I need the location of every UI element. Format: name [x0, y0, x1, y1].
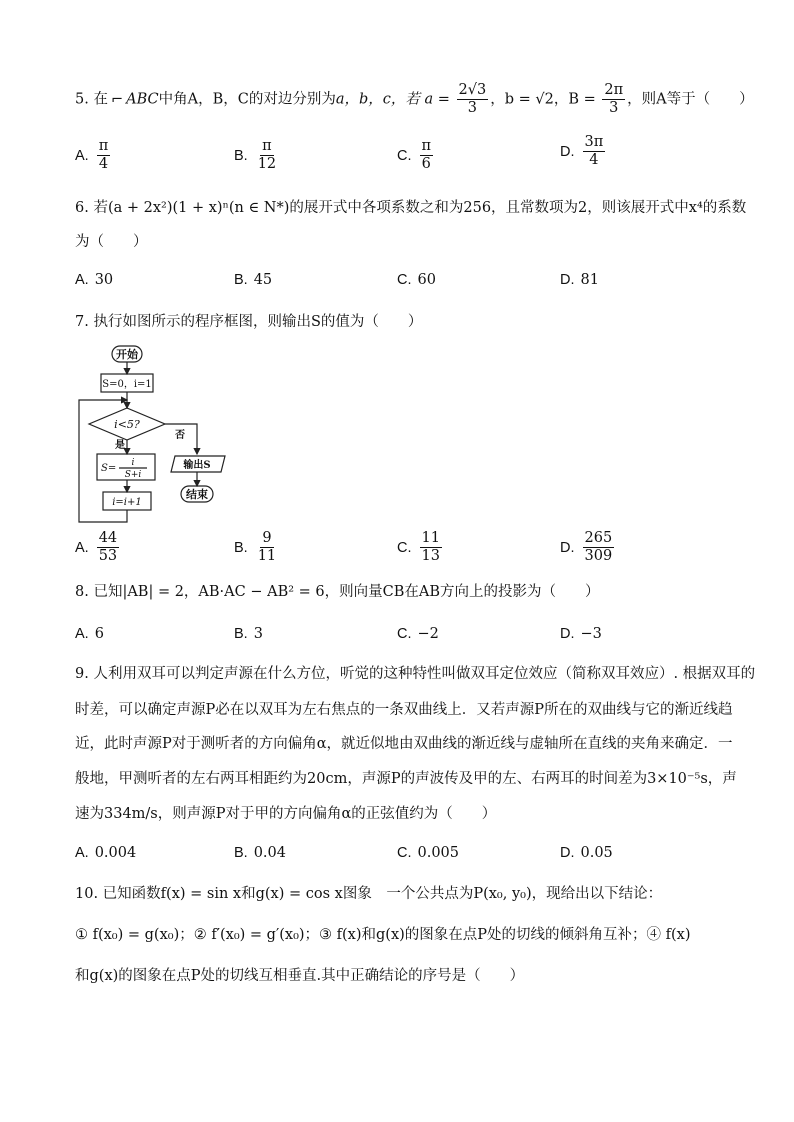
option-label: C. — [397, 845, 412, 861]
q5-tail: ，则A等于（ ） — [627, 91, 754, 108]
q9-stem-line2: 时差，可以确定声源P必在以双耳为左右焦点的一条双曲线上．又若声源P所在的双曲线与它的渐近线趋 — [75, 702, 733, 718]
q5-text-b: 中角A，B，C的对边分别为 — [158, 91, 336, 108]
flow-output-text: 输出S — [183, 460, 211, 471]
option-num: π — [262, 138, 272, 154]
q7-flowchart — [75, 342, 235, 527]
q5-a-eq: a = — [424, 91, 450, 108]
q7-option-a[interactable] — [75, 530, 121, 565]
q9-stem-line3: 近，此时声源P对于测听者的方向偏角α，就近似地由双曲线的渐近线与虚轴所在直线的夹角来确定．一 — [75, 736, 733, 752]
flow-assign-num: i — [131, 458, 135, 468]
q9-stem-line1: 9. 人利用双耳可以判定声源在什么方位，听觉的这种特性叫做双耳定位效应（简称双耳效应）. 根据双耳的 — [75, 666, 756, 682]
q5-a-num: 2√3 — [458, 82, 487, 98]
flow-condition-text: i<5? — [114, 418, 140, 431]
option-num: π — [98, 138, 109, 154]
q9-stem-line5: 速为334m/s，则声源P对于甲的方向偏角α的正弦值约为（ ） — [75, 806, 497, 822]
option-label: A. — [75, 147, 89, 164]
flow-init-text: S=0，i=1 — [102, 379, 152, 390]
option-label: A. — [75, 539, 89, 556]
q8-option-c[interactable] — [397, 624, 439, 644]
q5-option-a[interactable] — [75, 138, 112, 173]
option-num: 11 — [421, 530, 440, 546]
q5-triangle: ABC — [126, 91, 159, 108]
q8-option-a[interactable] — [75, 624, 104, 644]
q7-option-b[interactable] — [234, 530, 280, 565]
option-num: 9 — [262, 530, 272, 546]
option-den: 309 — [584, 548, 613, 564]
option-label: B. — [234, 147, 248, 164]
option-num: 265 — [584, 530, 613, 546]
option-value: 60 — [417, 272, 436, 288]
q5-B-den: 3 — [609, 100, 619, 116]
option-num: 44 — [98, 530, 118, 546]
option-label: B. — [234, 272, 248, 288]
option-value: 6 — [94, 626, 104, 642]
q9-option-b[interactable] — [234, 843, 286, 863]
q5-option-b[interactable] — [234, 138, 280, 173]
q5-number: 5. — [75, 91, 89, 108]
option-label: A. — [75, 626, 89, 642]
q8-option-b[interactable] — [234, 624, 263, 644]
q6-option-c[interactable] — [397, 270, 436, 290]
q10-stem-line3: 和g(x)的图象在点P处的切线互相垂直.其中正确结论的序号是（ ） — [75, 968, 525, 984]
option-label: B. — [234, 845, 248, 861]
q5-text-a: 在 — [93, 91, 108, 108]
option-num: 3π — [584, 134, 604, 150]
option-value: −2 — [417, 626, 439, 642]
q6-option-a[interactable] — [75, 270, 113, 290]
q5-b-eq: ，b = √2，B = — [490, 91, 596, 108]
flow-yes-label: 是 — [115, 440, 125, 451]
option-den: 4 — [589, 152, 599, 168]
q5-vars: a，b，c，若 — [335, 91, 420, 108]
option-den: 6 — [421, 156, 431, 172]
q5-a-den: 3 — [467, 100, 477, 116]
q5-a-fraction — [457, 82, 489, 117]
option-label: D. — [560, 626, 575, 642]
option-den: 53 — [98, 548, 118, 564]
option-den: 12 — [257, 156, 277, 172]
q10-stem-line2: ① f(x₀) = g(x₀)；② f′(x₀) = g′(x₀)；③ f(x)和g(x)的图象在点P处的切线的倾斜角互补；④ f(x) — [75, 927, 691, 943]
option-value: 0.04 — [253, 845, 286, 861]
option-label: D. — [560, 143, 575, 160]
q5-stem: 5. 在 ⌐ ABC中角A，B，C的对边分别为a，b，c，若 a = $\frac{2√3}{3}$ ，b = √2，B = $\frac{2\pi}{3}$ ，则A等于（ ） — [75, 82, 754, 116]
q5-B-fraction — [602, 82, 625, 117]
option-label: A. — [75, 272, 89, 288]
option-value: 0.004 — [94, 845, 137, 861]
q6-stem-line1: 6. 若(a + 2x²)(1 + x)ⁿ(n ∈ N*)的展开式中各项系数之和为256，且常数项为2，则该展开式中x⁴的系数 — [75, 200, 747, 216]
q7-option-c[interactable] — [397, 530, 444, 565]
option-label: C. — [397, 272, 412, 288]
q8-stem: 8. 已知|AB| = 2，AB·AC − AB² = 6，则向量CB在AB方向上的投影为（ ） — [75, 584, 600, 600]
option-value: −3 — [580, 626, 602, 642]
flow-start-text: 开始 — [116, 348, 138, 361]
option-value: 0.05 — [580, 845, 613, 861]
q6-option-d[interactable] — [560, 270, 599, 290]
flow-assign-den: S+i — [124, 470, 142, 480]
option-label: A. — [75, 845, 89, 861]
q6-stem-line2: 为（ ） — [75, 234, 148, 250]
option-value: 45 — [253, 272, 273, 288]
option-label: B. — [234, 539, 248, 556]
flow-end-text: 结束 — [186, 488, 208, 501]
option-label: C. — [397, 147, 412, 164]
q8-option-d[interactable] — [560, 624, 602, 644]
option-label: C. — [397, 626, 412, 642]
option-den: 13 — [421, 548, 440, 564]
q9-option-c[interactable] — [397, 843, 459, 863]
option-label: D. — [560, 845, 575, 861]
flow-no-label: 否 — [175, 430, 185, 441]
option-num: π — [421, 138, 432, 154]
q6-option-b[interactable] — [234, 270, 272, 290]
q9-option-a[interactable] — [75, 843, 136, 863]
option-label: D. — [560, 272, 575, 288]
q10-stem-line1: 10. 已知函数f(x) = sin x和g(x) = cos x图象 一个公共点为P(x₀, y₀)，现给出以下结论： — [75, 886, 663, 902]
q7-option-d[interactable] — [560, 530, 616, 565]
option-value: 3 — [253, 626, 263, 642]
option-label: C. — [397, 539, 412, 556]
option-value: 81 — [580, 272, 599, 288]
flow-assign-left: S= — [101, 463, 117, 474]
option-label: D. — [560, 539, 575, 556]
q5-option-d[interactable] — [560, 134, 607, 169]
option-label: B. — [234, 626, 248, 642]
q5-option-c[interactable] — [397, 138, 435, 173]
option-den: 11 — [257, 548, 277, 564]
q9-option-d[interactable] — [560, 843, 613, 863]
q5-B-num: 2π — [604, 82, 624, 98]
q9-stem-line4: 般地，甲测听者的左右两耳相距约为20cm，声源P的声波传及甲的左、右两耳的时间差为3×10⁻⁵s，声 — [75, 771, 737, 787]
flow-increment-text: i=i+1 — [112, 497, 142, 508]
option-value: 30 — [94, 272, 114, 288]
option-value: 0.005 — [417, 845, 460, 861]
option-den: 4 — [98, 156, 109, 172]
q7-stem: 7. 执行如图所示的程序框图，则输出S的值为（ ） — [75, 314, 423, 330]
